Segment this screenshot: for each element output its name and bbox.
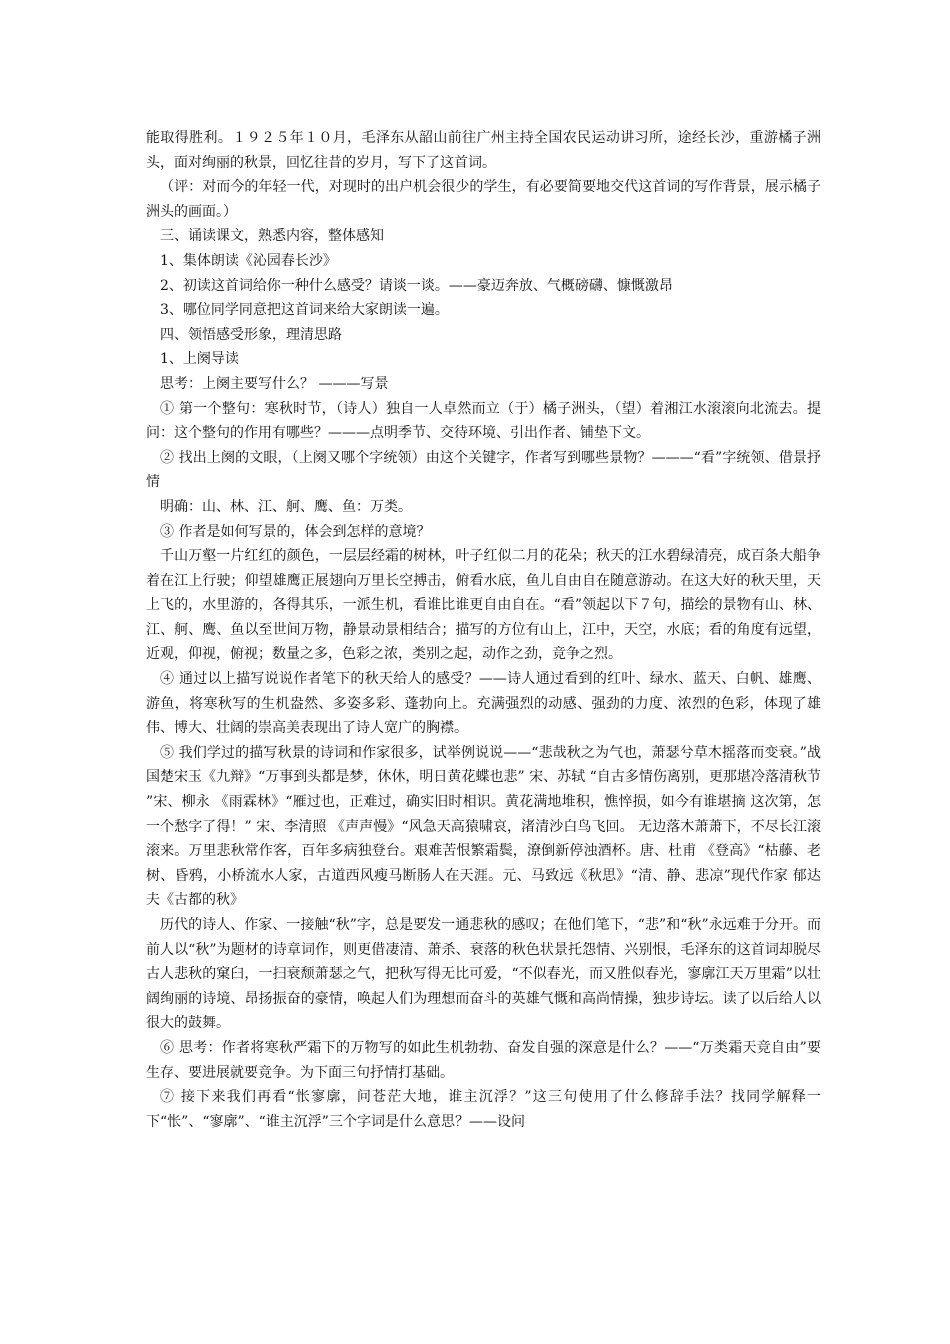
paragraph: 1、集体朗读《沁园春长沙》	[160, 252, 337, 269]
paragraph: 能取得胜利。１９２５年１０月，毛泽东从韶山前往广州主持全国农民运动讲习所，途经长沙，重游橘子洲头，面对绚丽的秋景，回忆往昔的岁月，写下了这首词。	[146, 130, 821, 171]
paragraph: ④ 通过以上描写说说作者笔下的秋天给人的感受？——诗人通过看到的红叶、绿水、蓝天、白帆、雄鹰、游鱼，将寒秋写的生机盎然、多姿多彩、蓬勃向上。充满强烈的动感、强劲的力度、浓烈的色彩，体现了雄伟、博大、壮阔的崇高美表现出了诗人宽广的胸襟。	[146, 671, 821, 737]
paragraph: 2、初读这首词给你一种什么感受？请谈一谈。——豪迈奔放、气概磅礴、慷慨激昂	[160, 277, 673, 294]
paragraph: 千山万壑一片红红的颜色，一层层经霜的树林，叶子红似二月的花朵；秋天的江水碧绿清亮，成百条大船争着在江上行驶；仰望雄鹰正展翅向万里长空搏击，俯看水底，鱼儿自由自在随意游动。在这大好的秋天里，天上飞的，水里游的，各得其乐，一派生机，看谁比谁更自由自在。“看”领起以下７句，描绘的景物有山、林、江、舸、鹰、鱼以至世间万物，静景动景相结合；描写的方位有山上，江中，天空，水底；看的角度有远望，近观，仰视，俯视；数量之多，色彩之浓，类别之起，动作之劲，竞争之烈。	[146, 548, 821, 663]
paragraph: 1、上阕导读	[160, 351, 239, 368]
paragraph: ③ 作者是如何写景的，体会到怎样的意境？	[160, 523, 431, 540]
paragraph: ⑥ 思考：作者将寒秋严霜下的万物写的如此生机勃勃、奋发自强的深意是什么？——“万类霜天竞自由”要生存、要进展就要竞争。为下面三句抒情打基础。	[146, 1039, 821, 1081]
paragraph: ② 找出上阕的文眼，（上阕又哪个字统领）由这个关键字，作者写到哪些景物？———“看”字统领、借景抒情	[146, 449, 821, 491]
paragraph: 3、哪位同学同意把这首词来给大家朗读一遍。	[160, 302, 449, 319]
paragraph: 四、领悟感受形象，理清思路	[160, 326, 342, 343]
paragraph: ⑦ 接下来我们再看“怅寥廓，问苍茫大地，谁主沉浮？”这三句使用了什么修辞手法？找同学解释一下“怅”、“寥廓”、“谁主沉浮”三个字词是什么意思？——设问	[146, 1089, 821, 1130]
paragraph: ① 第一个整句：寒秋时节，（诗人）独自一人卓然而立（于）橘子洲头，（望）着湘江水滚滚向北流去。提问：这个整句的作用有哪些？———点明季节、交待环境、引出作者、铺垫下文。	[146, 400, 821, 442]
paragraph: （评：对而今的年轻一代，对现时的出户机会很少的学生，有必要简要地交代这首词的写作背景，展示橘子洲头的画面。）	[146, 179, 821, 220]
paragraph: 思考：上阕主要写什么？ ———写景	[160, 375, 389, 392]
paragraph: 明确：山、林、江、舸、鹰、鱼：万类。	[160, 498, 412, 515]
document-page	[146, 126, 821, 1134]
paragraph: 三、诵读课文，熟悉内容，整体感知	[160, 228, 384, 245]
paragraph: 历代的诗人、作家、一接触“秋”字，总是要发一通悲秋的感叹；在他们笔下，“悲”和“秋”永远难于分开。而前人以“秋”为题材的诗章词作，则更借凄清、萧杀、衰落的秋色状景托怨情、兴别恨，毛泽东的这首词却脱尽古人悲秋的窠臼，一扫衰颓萧瑟之气，把秋写得无比可爱，“不似春光，而又胜似春光，寥廓江天万里霜”以壮阔绚丽的诗境、昂扬振奋的豪情，唤起人们为理想而奋斗的英雄气慨和高尚情操，独步诗坛。读了以后给人以很大的鼓舞。	[146, 917, 821, 1032]
paragraph: ⑤ 我们学过的描写秋景的诗词和作家很多，试举例说说——“悲哉秋之为气也，萧瑟兮草木摇落而变衰。”战国楚宋玉《九辩》“万事到头都是梦，休休，明日黄花蝶也悲” 宋、苏轼 “自古多情伤离别，更那堪冷落清秋节 ”宋、柳永 《雨霖林》“雁过也，正难过，确实旧时相识。黄花满地堆积，憔悴损，如今有谁堪摘 这次第，怎一个愁字了得！” 宋、李清照 《声声慢》“风急天高猿啸哀，渚清沙白鸟飞回。 无边落木萧萧下，不尽长江滚滚来。万里悲秋常作客，百年多病独登台。艰难苦恨繁霜鬓，潦倒新停浊酒杯。唐、杜甫 《登高》“枯藤、老树、昏鸦，小桥流水人家，古道西风瘦马断肠人在天涯。元、马致远《秋思》“清、静、悲凉”现代作家 郁达夫《古都的秋》	[146, 744, 821, 909]
